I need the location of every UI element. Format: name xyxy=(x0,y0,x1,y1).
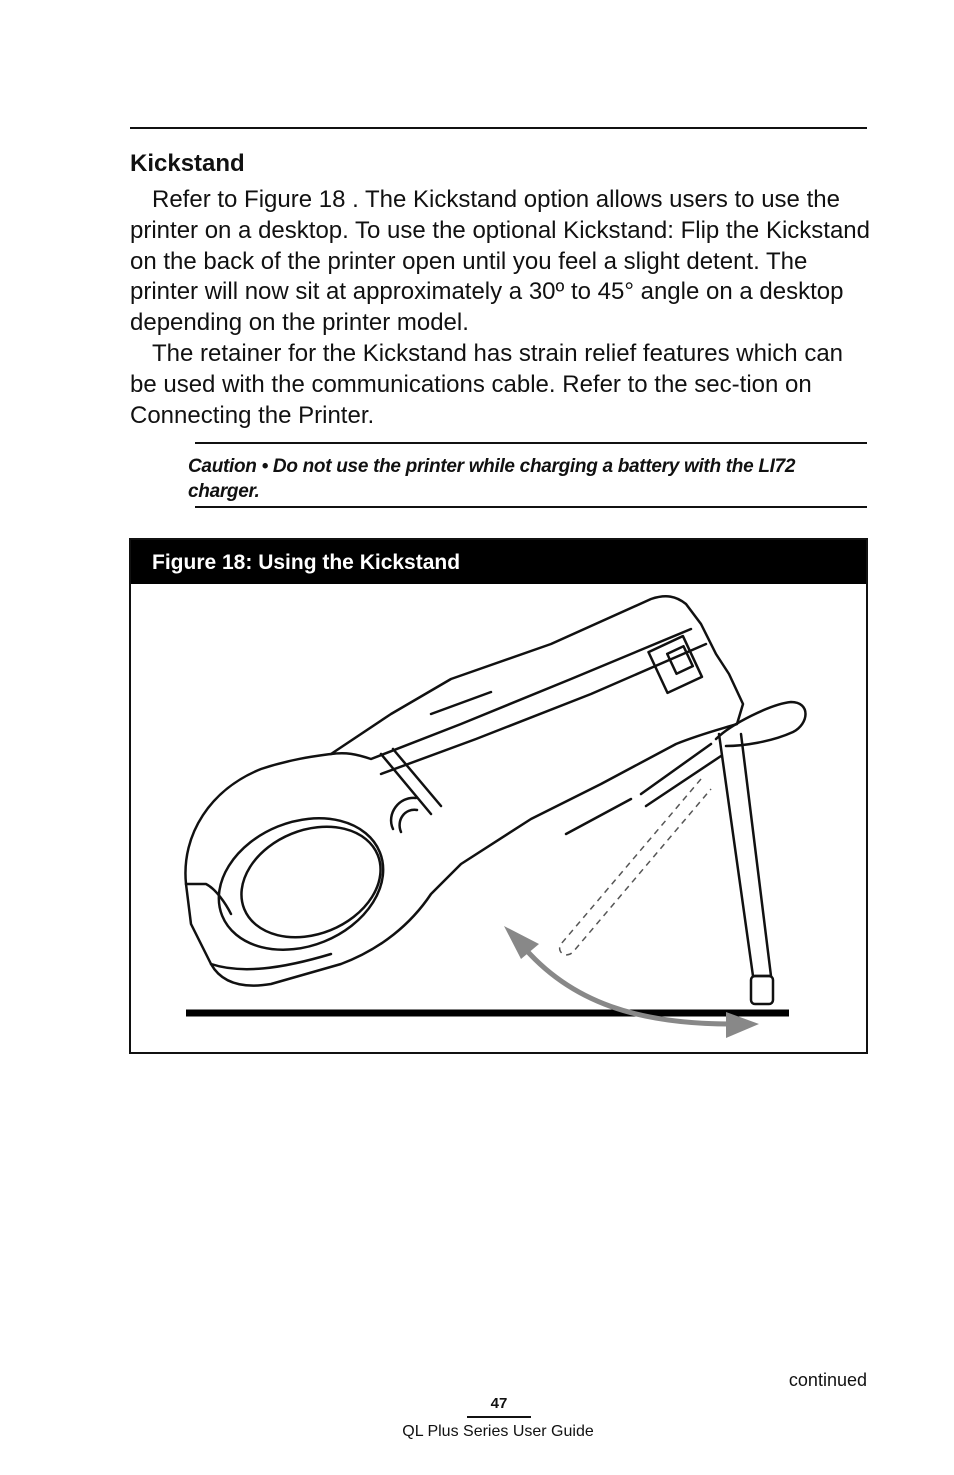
caution-rule-bottom xyxy=(195,506,867,508)
page-number-rule xyxy=(467,1416,531,1418)
arrow-head-left xyxy=(504,926,539,959)
figure-18 xyxy=(129,538,868,1054)
section-body xyxy=(130,185,870,431)
page-number: 47 xyxy=(490,1395,508,1412)
paragraph-1: Refer to Figure 18 . The Kickstand option allows users to use the printer on a desktop. To use the optional Kickstand: Flip the Kickstand on the back of the printer open until you feel a slight detent. The printer will now sit at approximately a 30º to 45° angle on a desktop depending on the printer model. xyxy=(130,186,870,337)
top-rule xyxy=(130,127,867,129)
figure-caption: Figure 18: Using the Kickstand xyxy=(131,540,866,584)
roll-window xyxy=(199,795,403,974)
printer-body xyxy=(185,596,743,985)
kickstand-closed-ghost xyxy=(560,779,711,955)
section-heading: Kickstand xyxy=(130,150,245,177)
kickstand-leg xyxy=(719,734,771,976)
paragraph-2: The retainer for the Kickstand has strain relief features which can be used with the communications cable. Refer to the sec-tion on Connecting the Printer. xyxy=(130,339,844,429)
caution-rule-top xyxy=(195,442,867,444)
continued-label: continued xyxy=(788,1370,867,1390)
caution-note: Caution • Do not use the printer while charging a battery with the LI72 charger. xyxy=(188,456,796,502)
kickstand-illustration xyxy=(131,584,866,1050)
guide-title: QL Plus Series User Guide xyxy=(402,1423,594,1440)
